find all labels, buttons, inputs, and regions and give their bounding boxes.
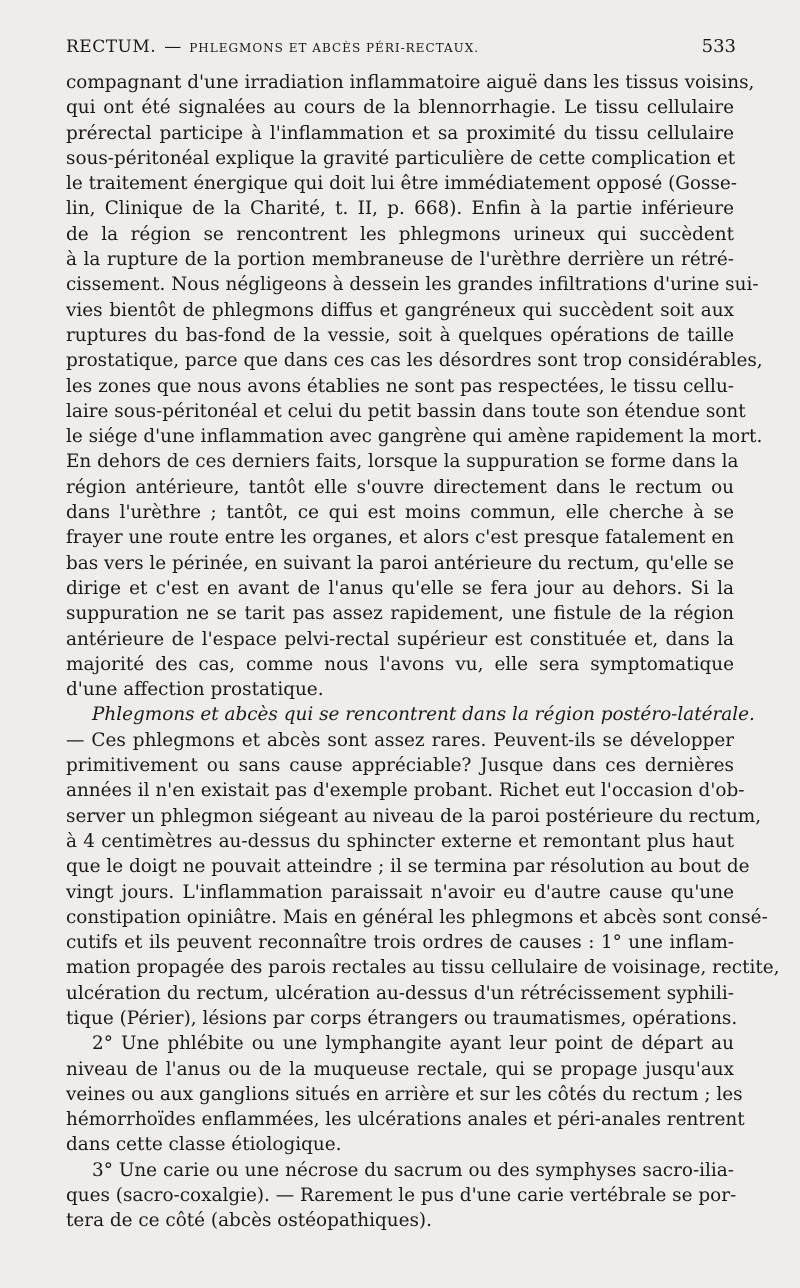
text-line: laire sous-péritonéal et celui du petit bassin dans toute son étendue sont bbox=[66, 400, 746, 422]
text-line: ulcération du rectum, ulcération au-dessus d'un rétrécissement syphili- bbox=[66, 982, 734, 1004]
text-line: dans l'urèthre ; tantôt, ce qui est moins commun, elle cherche à se bbox=[66, 502, 734, 524]
text-line: En dehors de ces derniers faits, lorsque la suppuration se forme dans la bbox=[66, 451, 739, 473]
text-line: ruptures du bas-fond de la vessie, soit à quelques opérations de taille bbox=[66, 324, 734, 346]
text-line: dirige et c'est en avant de l'anus qu'elle se fera jour au dehors. Si la bbox=[66, 577, 734, 599]
text-line: hémorrhoïdes enflammées, les ulcérations anales et péri-anales rentrent bbox=[66, 1109, 745, 1131]
text-line: tique (Périer), lésions par corps étrangers ou traumatismes, opérations. bbox=[66, 1007, 738, 1029]
text-line: lin, Clinique de la Charité, t. II, p. 668). Enfin à la partie inférieure bbox=[66, 198, 734, 220]
text-line: mation propagée des parois rectales au tissu cellulaire de voisinage, rectite, bbox=[66, 957, 780, 979]
running-head-dash: — bbox=[164, 37, 182, 57]
page-number: 533 bbox=[701, 36, 736, 57]
text-line: vingt jours. L'inflammation paraissait n'avoir eu d'autre cause qu'une bbox=[66, 881, 734, 903]
running-head-subtitle: PHLEGMONS ET ABCÈS PÉRI-RECTAUX. bbox=[189, 41, 480, 55]
text-line: le traitement énergique qui doit lui être immédiatement opposé (Gosse- bbox=[66, 173, 737, 195]
text-line: cutifs et ils peuvent reconnaître trois ordres de causes : 1° une inflam- bbox=[66, 932, 734, 954]
text-line: antérieure de l'espace pelvi-rectal supérieur est constituée et, dans la bbox=[66, 628, 734, 650]
text-line: tera de ce côté (abcès ostéopathiques). bbox=[66, 1210, 432, 1232]
text-line: majorité des cas, comme nous l'avons vu, elle sera symptomatique bbox=[66, 653, 734, 675]
text-line: années il n'en existait pas d'exemple probant. Richet eut l'occasion d'ob- bbox=[66, 780, 745, 802]
text-line: prérectal participe à l'inflammation et sa proximité du tissu cellulaire bbox=[66, 122, 734, 144]
text-line: server un phlegmon siégeant au niveau de la paroi postérieure du rectum, bbox=[66, 805, 762, 827]
text-line: vies bientôt de phlegmons diffus et gangréneux qui succèdent soit aux bbox=[66, 299, 734, 321]
text-line: à 4 centimètres au-dessus du sphincter externe et remontant plus haut bbox=[66, 830, 734, 852]
text-line: — Ces phlegmons et abcès sont assez rares. Peuvent-ils se développer bbox=[66, 729, 734, 751]
section-heading: Phlegmons et abcès qui se rencontrent dans la région postéro-latérale. bbox=[92, 704, 755, 726]
text-line: 2° Une phlébite ou une lymphangite ayant leur point de départ au bbox=[92, 1033, 734, 1055]
running-head bbox=[66, 36, 736, 60]
text-line: bas vers le périnée, en suivant la paroi antérieure du rectum, qu'elle se bbox=[66, 552, 734, 574]
text-line: frayer une route entre les organes, et alors c'est presque fatalement en bbox=[66, 527, 735, 549]
text-line: primitivement ou sans cause appréciable? Jusque dans ces dernières bbox=[66, 755, 734, 777]
text-line: d'une affection prostatique. bbox=[66, 679, 324, 701]
text-line: dans cette classe étiologique. bbox=[66, 1134, 342, 1156]
text-line: suppuration ne se tarit pas assez rapidement, une fistule de la région bbox=[66, 603, 734, 625]
text-line: que le doigt ne pouvait atteindre ; il se termina par résolution au bout de bbox=[66, 856, 750, 878]
text-line: cissement. Nous négligeons à dessein les grandes infiltrations d'urine sui- bbox=[66, 274, 759, 296]
running-head-title: RECTUM. bbox=[66, 37, 157, 57]
text-line: 3° Une carie ou une nécrose du sacrum ou des symphyses sacro-ilia- bbox=[92, 1159, 734, 1181]
text-line: veines ou aux ganglions situés en arrière et sur les côtés du rectum ; les bbox=[66, 1083, 743, 1105]
text-line: prostatique, parce que dans ces cas les désordres sont trop considérables, bbox=[66, 350, 763, 372]
text-line: de la région se rencontrent les phlegmons urineux qui succèdent bbox=[66, 223, 734, 245]
body-text bbox=[66, 70, 780, 1234]
text-line: à la rupture de la portion membraneuse de l'urèthre derrière un rétré- bbox=[66, 249, 734, 271]
text-line: ques (sacro-coxalgie). — Rarement le pus d'une carie vertébrale se por- bbox=[66, 1185, 737, 1207]
text-line: qui ont été signalées au cours de la blennorrhagie. Le tissu cellulaire bbox=[66, 97, 734, 119]
text-line: région antérieure, tantôt elle s'ouvre directement dans le rectum ou bbox=[66, 476, 734, 498]
text-line: les zones que nous avons établies ne sont pas respectées, le tissu cellu- bbox=[66, 375, 734, 397]
text-line: constipation opiniâtre. Mais en général les phlegmons et abcès sont consé- bbox=[66, 906, 768, 928]
text-line: le siége d'une inflammation avec gangrène qui amène rapidement la mort. bbox=[66, 426, 763, 448]
text-line: niveau de l'anus ou de la muqueuse rectale, qui se propage jusqu'aux bbox=[66, 1058, 734, 1080]
text-line: sous-péritonéal explique la gravité particulière de cette complication et bbox=[66, 147, 736, 169]
text-line: compagnant d'une irradiation inflammatoire aiguë dans les tissus voisins, bbox=[66, 72, 755, 93]
